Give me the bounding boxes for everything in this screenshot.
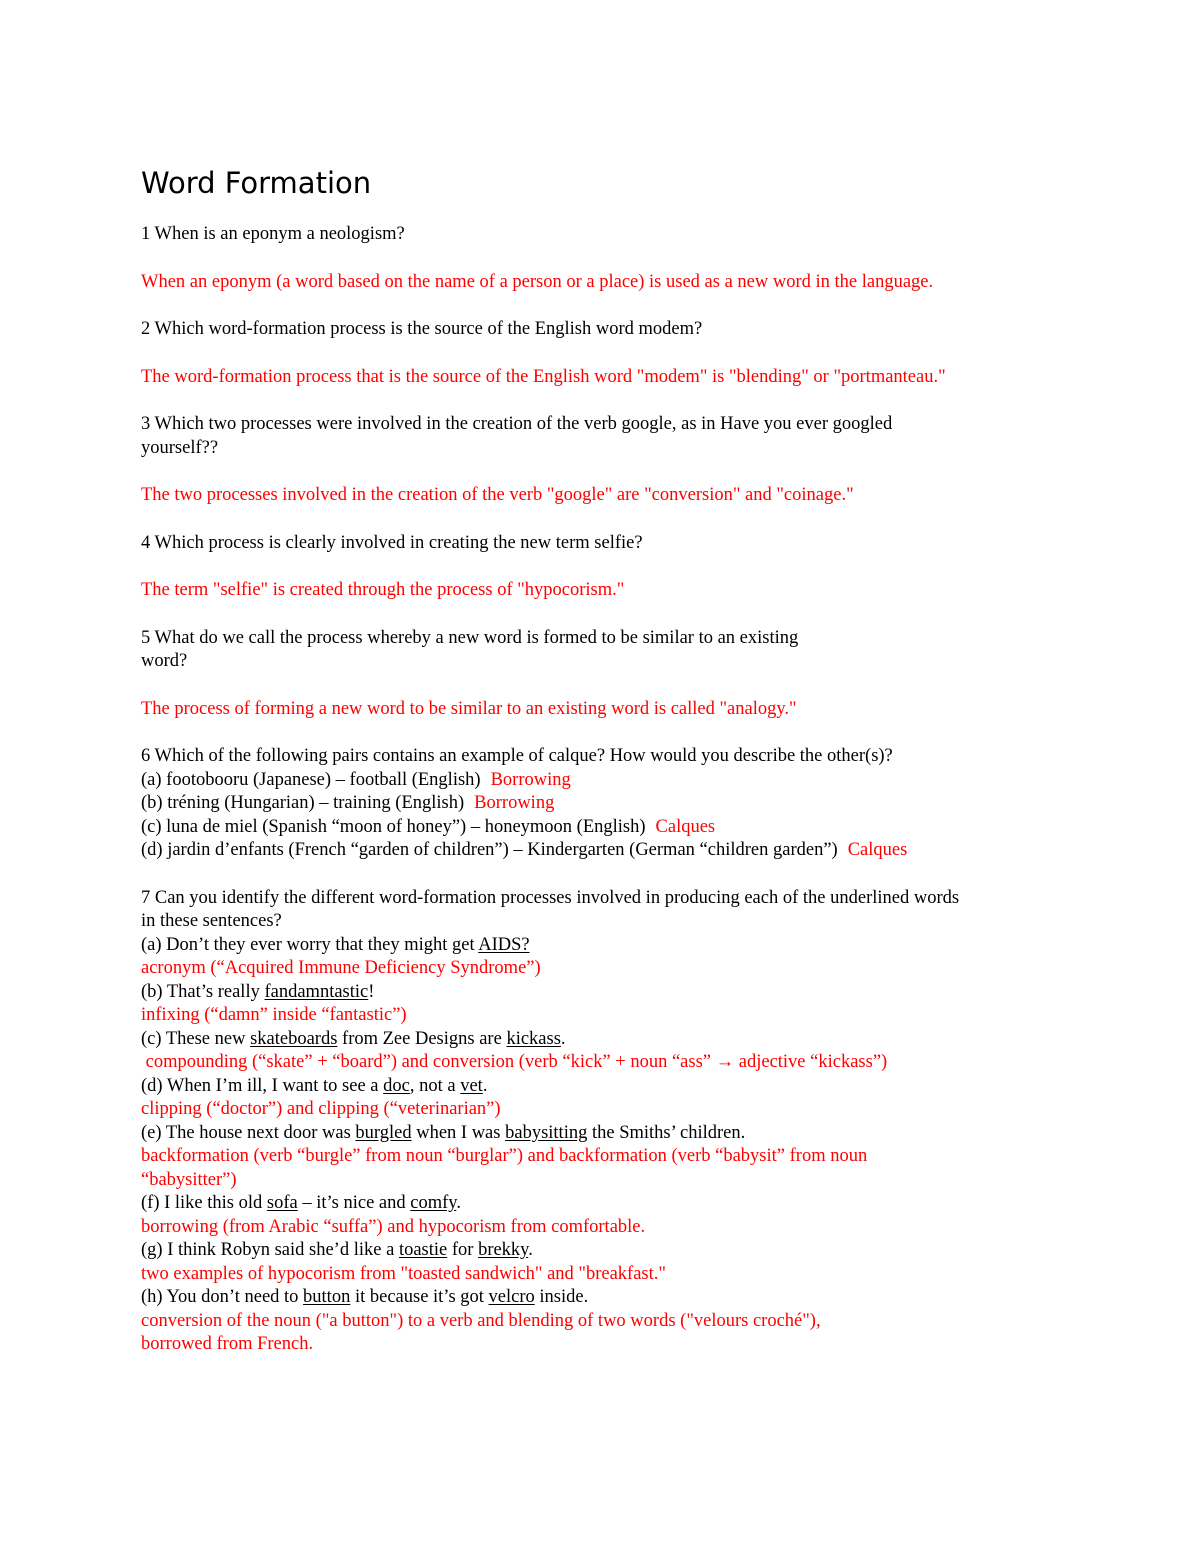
sentence-text: . (482, 1075, 488, 1096)
sentence-text: (d) When I’m ill, I want to see a (141, 1075, 384, 1096)
pair-answer: Calques (847, 840, 908, 860)
list-item (141, 839, 1081, 863)
sentence-text: (e) The house next door was (141, 1122, 356, 1143)
sentence-text: for (447, 1240, 479, 1260)
sentence-text: from Zee Designs are (337, 1028, 507, 1049)
answer-e-line-2: “babysitter”) (141, 1169, 237, 1190)
answer-f: borrowing (from Arabic “suffa”) and hypocorism from comfortable. (141, 1216, 646, 1237)
sentence-text: , not a (409, 1075, 461, 1096)
question-text-line-1: 7 Can you identify the different word-formation processes involved in producing each of the underlined words (141, 887, 960, 908)
answer-1 (141, 271, 1081, 295)
question-text: 1 When is an eponym a neologism? (141, 224, 405, 244)
sentence-e (141, 1122, 1081, 1146)
pair-text: (d) jardin d’enfants (French “garden of children”) – Kindergarten (German “children garden”) (141, 840, 838, 860)
question-text: 4 Which process is clearly involved in creating the new term selfie? (141, 532, 643, 553)
question-7 (141, 887, 1081, 1357)
answer-d: clipping (“doctor”) and clipping (“veterinarian”) (141, 1099, 501, 1119)
pair-text: (b) tréning (Hungarian) – training (English) (141, 793, 465, 813)
answer-c: compounding (“skate” + “board”) and conversion (verb “kick” + noun “ass” → adjective “kickass”) (141, 1052, 888, 1072)
answer-text: The process of forming a new word to be similar to an existing word is called "analogy." (141, 698, 797, 719)
question-text-line-1: 5 What do we call the process whereby a new word is formed to be similar to an existing (141, 627, 799, 648)
answer-h-line-2: borrowed from French. (141, 1334, 314, 1354)
answer-e-line-1: backformation (verb “burgle” from noun “burglar”) and backformation (verb “babysit” from noun (141, 1146, 868, 1166)
answer-text: The word-formation process that is the source of the English word "modem" is "blending" or "portmanteau." (141, 366, 946, 387)
sentence-text: . (456, 1193, 461, 1213)
sentence-text: (h) You don’t need to (141, 1287, 304, 1307)
underlined-word: babysitting (505, 1122, 588, 1143)
underlined-word: toastie (398, 1240, 448, 1260)
sentence-text: (b) That’s really (141, 981, 265, 1002)
list-item (141, 769, 1081, 793)
sentence-g (141, 1239, 1081, 1263)
pair-text: (a) footobooru (Japanese) – football (English) (141, 769, 481, 790)
pair-answer: Borrowing (490, 769, 571, 790)
answer-4 (141, 579, 1081, 603)
list-item (141, 792, 1081, 816)
underlined-word: doc (383, 1075, 410, 1096)
pair-answer: Calques (655, 816, 716, 837)
sentence-f (141, 1192, 1081, 1216)
sentence-b (141, 981, 1081, 1005)
sentence-text: . (528, 1240, 533, 1260)
sentence-text: (f) I like this old (141, 1193, 267, 1213)
sentence-text: ! (368, 981, 375, 1002)
underlined-word: burgled (355, 1122, 412, 1143)
sentence-text: (g) I think Robyn said she’d like a (141, 1240, 399, 1260)
underlined-word: AIDS? (478, 934, 530, 955)
question-text-line-2: in these sentences? (141, 911, 282, 931)
answer-2 (141, 366, 1081, 390)
sentence-c (141, 1028, 1081, 1052)
list-item (141, 816, 1081, 840)
answer-text: The two processes involved in the creation of the verb "google" are "conversion" and "coinage." (141, 485, 854, 505)
answer-3 (141, 484, 1081, 508)
question-text: 2 Which word-formation process is the source of the English word modem? (141, 319, 703, 339)
answer-text: When an eponym (a word based on the name of a person or a place) is used as a new word in the language. (141, 271, 934, 292)
answer-g: two examples of hypocorism from "toasted sandwich" and "breakfast." (141, 1263, 666, 1284)
underlined-word: kickass (506, 1028, 561, 1049)
pair-answer: Borrowing (474, 793, 555, 813)
question-6 (141, 745, 1081, 863)
sentence-text: – it’s nice and (297, 1193, 411, 1213)
document-body (141, 163, 1081, 1381)
question-text-line-2: yourself?? (141, 437, 219, 458)
sentence-text: (c) These new (141, 1028, 251, 1049)
underlined-word: sofa (266, 1193, 298, 1213)
answer-b: infixing (“damn” inside “fantastic”) (141, 1005, 407, 1025)
page-title: Word Formation (141, 166, 372, 200)
sentence-text: when I was (411, 1122, 506, 1143)
answer-a: acronym (“Acquired Immune Deficiency Syndrome”) (141, 958, 541, 978)
sentence-a (141, 934, 1081, 958)
sentence-text: the Smiths’ children. (587, 1122, 746, 1143)
sentence-h (141, 1286, 1081, 1310)
sentence-text: it because it’s got (350, 1287, 489, 1307)
underlined-word: skateboards (250, 1028, 338, 1049)
sentence-text: . (560, 1028, 566, 1049)
answer-5 (141, 698, 1081, 722)
sentence-text: inside. (534, 1287, 589, 1307)
question-text: 6 Which of the following pairs contains an example of calque? How would you describe the other(s)? (141, 746, 893, 766)
underlined-word: vet (460, 1075, 483, 1096)
question-5 (141, 627, 1081, 674)
sentence-text: (a) Don’t they ever worry that they might get (141, 934, 479, 955)
question-text-line-2: word? (141, 651, 188, 671)
answer-text: The term "selfie" is created through the process of "hypocorism." (141, 580, 625, 600)
underlined-word: comfy (410, 1193, 457, 1213)
underlined-word: fandamntastic (264, 981, 369, 1002)
underlined-word: button (303, 1287, 351, 1307)
sentence-d (141, 1075, 1081, 1099)
question-4 (141, 532, 1081, 556)
answer-h-line-1: conversion of the noun ("a button") to a verb and blending of two words ("velours croché"), (141, 1310, 821, 1331)
question-text-line-1: 3 Which two processes were involved in the creation of the verb google, as in Have you ever googled (141, 414, 893, 434)
underlined-word: velcro (488, 1287, 535, 1307)
underlined-word: brekky (478, 1240, 529, 1260)
question-2 (141, 318, 1081, 342)
question-1 (141, 223, 1081, 247)
pair-text: (c) luna de miel (Spanish “moon of honey”) – honeymoon (English) (141, 816, 646, 837)
question-3 (141, 413, 1081, 460)
